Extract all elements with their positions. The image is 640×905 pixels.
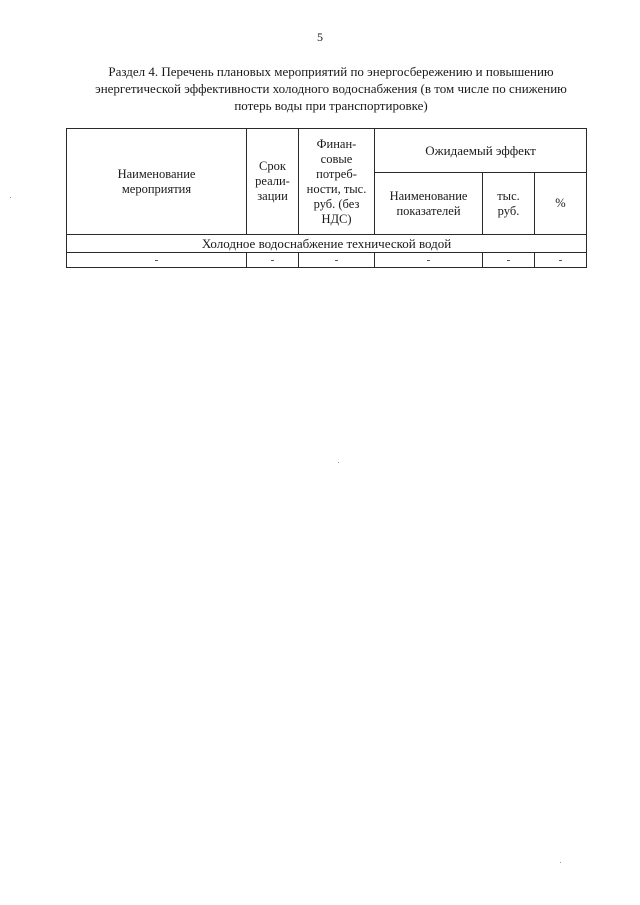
section-title: Раздел 4. Перечень плановых мероприятий по энергосбережению и повышению энергетической эффективности холодного водоснабжения (в том числе по снижению потерь воды при транспортировке) <box>95 64 567 113</box>
page-number: 5 <box>317 30 323 44</box>
scan-speck <box>560 862 561 863</box>
cell-indicator-name: - <box>375 253 483 268</box>
measures-table <box>66 128 587 268</box>
table-row <box>67 253 587 268</box>
cell-deadline: - <box>247 253 299 268</box>
scan-speck <box>10 197 11 198</box>
header-deadline: Срок реали-зации <box>247 129 299 235</box>
header-indicator-name: Наименование показателей <box>375 173 483 235</box>
cell-percent: - <box>535 253 587 268</box>
cell-financial-needs: - <box>299 253 375 268</box>
header-thousand-rub: тыс. руб. <box>483 173 535 235</box>
header-expected-effect: Ожидаемый эффект <box>375 129 587 173</box>
header-percent: % <box>535 173 587 235</box>
cell-thousand-rub: - <box>483 253 535 268</box>
cell-name: - <box>67 253 247 268</box>
scan-speck <box>338 462 339 463</box>
header-name: Наименование мероприятия <box>67 129 247 235</box>
header-financial-needs: Финан-совые потреб-ности, тыс. руб. (без НДС) <box>299 129 375 235</box>
section-row-label: Холодное водоснабжение технической водой <box>67 235 587 253</box>
